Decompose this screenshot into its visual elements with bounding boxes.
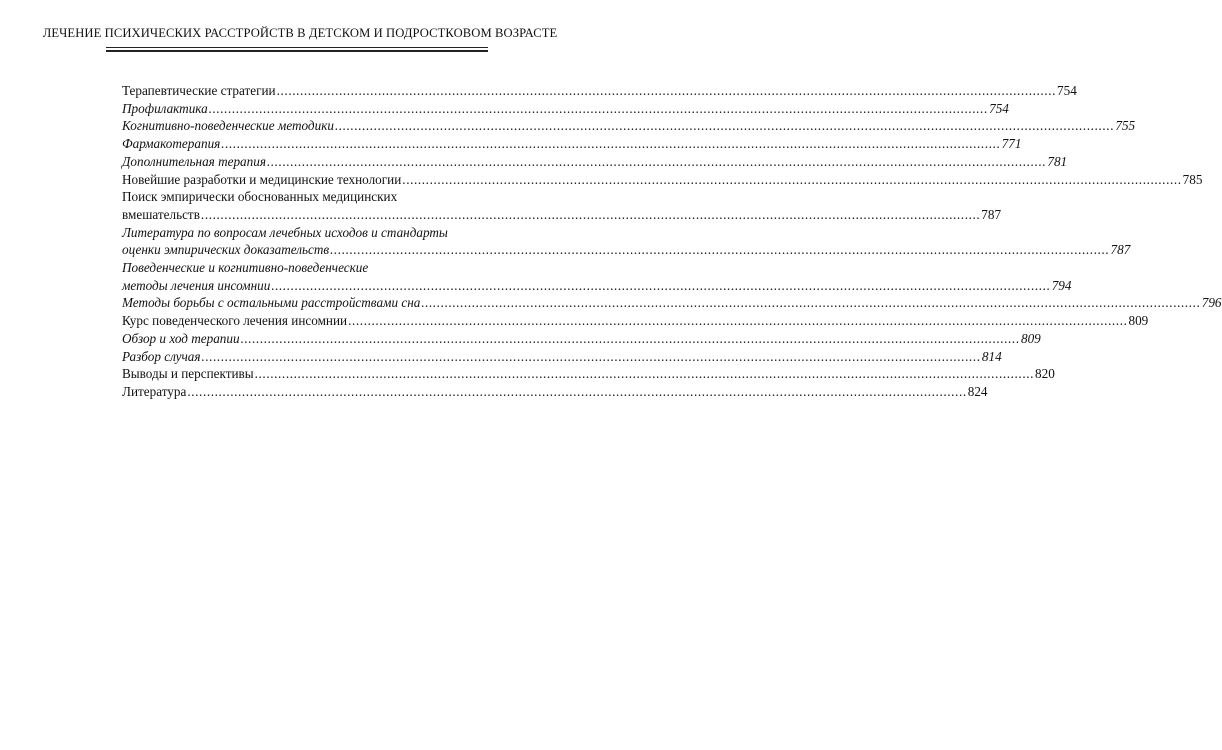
toc-entry xyxy=(122,383,988,401)
toc-line xyxy=(122,206,1002,224)
toc-entry xyxy=(122,330,1041,348)
toc-entry-title: Литература xyxy=(122,383,187,399)
dot-leader: ........................................................................................................................................................................................................ xyxy=(187,383,967,399)
toc-entry-title: Терапевтические стратегии xyxy=(122,83,276,98)
toc-entry xyxy=(122,188,1002,223)
toc-entry-title: Новейшие разработки и медицинские технологии xyxy=(122,171,402,187)
toc-page-number: 796 xyxy=(1201,295,1222,311)
toc-line xyxy=(122,383,988,401)
toc-page-number: 781 xyxy=(1047,153,1068,169)
dot-leader: ........................................................................................................................................................................................................ xyxy=(254,366,1035,382)
dot-leader: ........................................................................................................................................................................................................ xyxy=(276,83,1056,98)
dot-leader: ........................................................................................................................................................................................................ xyxy=(208,100,989,116)
dot-leader: ........................................................................................................................................................................................................ xyxy=(334,118,1115,134)
toc-page-number: 824 xyxy=(967,383,988,399)
header-rule-thin xyxy=(106,47,488,48)
toc-page-number: 755 xyxy=(1115,118,1136,134)
toc-page-number: 771 xyxy=(1001,136,1022,152)
table-of-contents xyxy=(122,82,1222,401)
toc-entry xyxy=(122,135,1022,153)
dot-leader: ........................................................................................................................................................................................................ xyxy=(240,330,1020,346)
toc-line xyxy=(122,188,486,206)
toc-page-number: 809 xyxy=(1128,313,1149,329)
toc-page-number: 809 xyxy=(1020,330,1041,346)
toc-entry xyxy=(122,365,1055,383)
toc-entry-title: Дополнительная терапия xyxy=(122,153,266,169)
toc-entry-title: вмешательств xyxy=(122,206,200,222)
toc-entry xyxy=(122,348,1002,366)
dot-leader: ........................................................................................................................................................................................................ xyxy=(200,206,981,222)
toc-page-number: 754 xyxy=(989,100,1009,116)
dot-leader: ........................................................................................................................................................................................................ xyxy=(348,313,1128,329)
toc-line xyxy=(122,294,1222,312)
toc-entry-title: оценки эмпирических доказательств xyxy=(122,242,330,258)
toc-line xyxy=(122,277,1072,295)
toc-entry xyxy=(122,153,1068,171)
toc-line xyxy=(122,135,1022,153)
toc-entry-title: Методы борьбы с остальными расстройствами сна xyxy=(122,295,421,311)
toc-line xyxy=(122,365,1055,383)
toc-entry xyxy=(122,224,1131,259)
toc-entry xyxy=(122,259,1072,294)
toc-entry xyxy=(122,294,1222,312)
toc-entry-title: Литература по вопросам лечебных исходов и стандарты xyxy=(122,224,448,240)
toc-line xyxy=(122,82,1077,100)
toc-entry xyxy=(122,82,1077,100)
toc-entry-title: Фармакотерапия xyxy=(122,136,221,152)
dot-leader: ........................................................................................................................................................................................................ xyxy=(330,242,1110,258)
toc-line xyxy=(122,312,1149,330)
toc-page-number: 814 xyxy=(981,348,1002,364)
dot-leader: ........................................................................................................................................................................................................ xyxy=(201,348,981,364)
toc-line xyxy=(122,348,1002,366)
toc-page-number: 820 xyxy=(1035,366,1055,382)
toc-line xyxy=(122,117,1136,135)
dot-leader: ........................................................................................................................................................................................................ xyxy=(271,277,1051,293)
toc-entry-title: Разбор случая xyxy=(122,348,201,364)
header-rule-thick xyxy=(106,50,488,52)
toc-page-number: 754 xyxy=(1057,83,1077,98)
toc-page-number: 787 xyxy=(1110,242,1131,258)
toc-entry-title: Курс поведенческого лечения инсомнии xyxy=(122,313,348,329)
toc-entry-title: Обзор и ход терапии xyxy=(122,330,240,346)
toc-line xyxy=(122,153,1068,171)
toc-entry-title: Поиск эмпирически обоснованных медицинских xyxy=(122,189,398,205)
toc-line xyxy=(122,241,1131,259)
toc-line xyxy=(122,100,1009,118)
dot-leader: ........................................................................................................................................................................................................ xyxy=(266,153,1047,169)
toc-page-number: 794 xyxy=(1051,277,1072,293)
toc-entry-title: Поведенческие и когнитивно-поведенческие xyxy=(122,260,369,276)
toc-entry xyxy=(122,171,1203,189)
toc-entry xyxy=(122,100,1009,118)
toc-page-number: 787 xyxy=(981,206,1002,222)
toc-line xyxy=(122,330,1041,348)
toc-line xyxy=(122,171,1203,189)
toc-line xyxy=(122,259,486,277)
dot-leader: ........................................................................................................................................................................................................ xyxy=(221,136,1001,152)
toc-entry-title: Выводы и перспективы xyxy=(122,366,254,382)
toc-entry-title: Когнитивно-поведенческие методики xyxy=(122,118,334,134)
toc-entry xyxy=(122,312,1149,330)
dot-leader: ........................................................................................................................................................................................................ xyxy=(421,295,1201,311)
toc-page-number: 785 xyxy=(1182,171,1203,187)
dot-leader: ........................................................................................................................................................................................................ xyxy=(402,171,1182,187)
toc-entry-title: методы лечения инсомнии xyxy=(122,277,271,293)
toc-entry xyxy=(122,117,1136,135)
running-title: ЛЕЧЕНИЕ ПСИХИЧЕСКИХ РАССТРОЙСТВ В ДЕТСКОМ И ПОДРОСТКОВОМ ВОЗРАСТЕ xyxy=(42,26,558,40)
toc-entry-title: Профилактика xyxy=(122,100,208,116)
toc-line xyxy=(122,224,486,242)
